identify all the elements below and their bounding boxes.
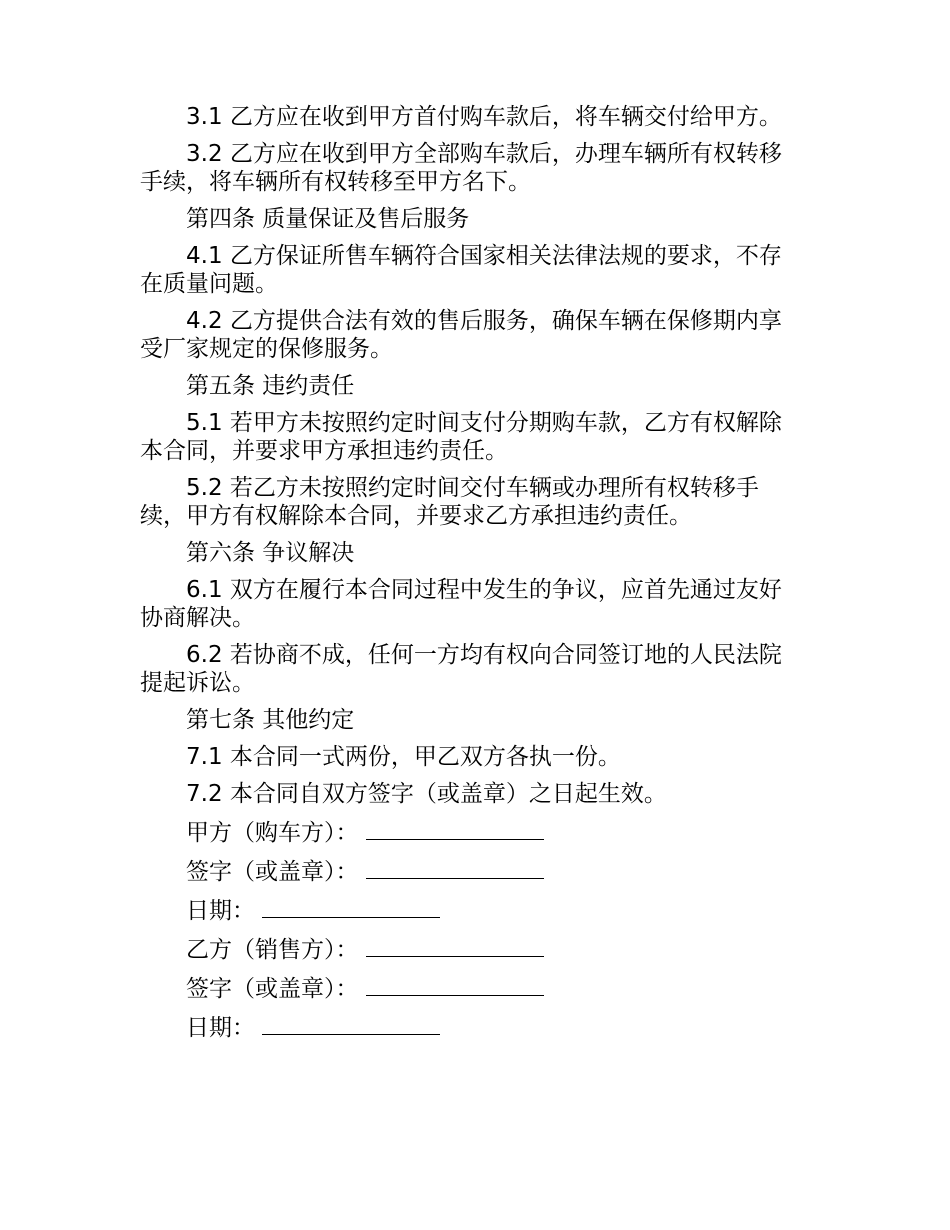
party-a-signature-label: 签字（或盖章）： (186, 859, 359, 885)
party-b-date-line (140, 1012, 802, 1042)
clause-3-1: 3.1 乙方应在收到甲方首付购车款后，将车辆交付给甲方。 (186, 104, 782, 130)
article-5-heading: 第五条 违约责任 (186, 373, 355, 399)
clause-6-1: 6.1 双方在履行本合同过程中发生的争议，应首先通过友好协商解决。 (140, 577, 782, 631)
party-b-signature-blank[interactable] (366, 973, 544, 996)
clause-4-2: 4.2 乙方提供合法有效的售后服务，确保车辆在保修期内享受厂家规定的保修服务。 (140, 308, 782, 362)
party-b-label: 乙方（销售方）： (186, 937, 359, 963)
party-b-signature-line (140, 973, 802, 1003)
article-4-heading: 第四条 质量保证及售后服务 (186, 206, 470, 232)
party-b-signature-label: 签字（或盖章）： (186, 976, 359, 1002)
party-a-signature-line (140, 856, 802, 886)
clause-7-2: 7.2 本合同自双方签字（或盖章）之日起生效。 (186, 781, 667, 807)
article-6-heading: 第六条 争议解决 (186, 540, 355, 566)
article-7-heading: 第七条 其他约定 (186, 707, 355, 733)
clause-7-1: 7.1 本合同一式两份，甲乙双方各执一份。 (186, 744, 621, 770)
clause-3-2: 3.2 乙方应在收到甲方全部购车款后，办理车辆所有权转移手续，将车辆所有权转移至甲方名下。 (140, 141, 782, 195)
clause-6-2: 6.2 若协商不成，任何一方均有权向合同签订地的人民法院提起诉讼。 (140, 642, 782, 696)
contract-body (140, 103, 802, 1051)
party-a-date-line (140, 895, 802, 925)
party-b-line (140, 934, 802, 964)
party-a-line (140, 817, 802, 847)
clause-4-1: 4.1 乙方保证所售车辆符合国家相关法律法规的要求，不存在质量问题。 (140, 243, 782, 297)
party-b-date-label: 日期： (186, 1015, 255, 1041)
party-a-label: 甲方（购车方）： (186, 820, 359, 846)
clause-5-1: 5.1 若甲方未按照约定时间支付分期购车款，乙方有权解除本合同，并要求甲方承担违约责任。 (140, 410, 782, 464)
clause-5-2: 5.2 若乙方未按照约定时间交付车辆或办理所有权转移手续，甲方有权解除本合同，并要求乙方承担违约责任。 (140, 475, 759, 529)
party-a-blank[interactable] (366, 817, 544, 840)
party-a-date-blank[interactable] (262, 895, 440, 918)
party-a-signature-blank[interactable] (366, 856, 544, 879)
party-b-date-blank[interactable] (262, 1012, 440, 1035)
party-a-date-label: 日期： (186, 898, 255, 924)
party-b-blank[interactable] (366, 934, 544, 957)
